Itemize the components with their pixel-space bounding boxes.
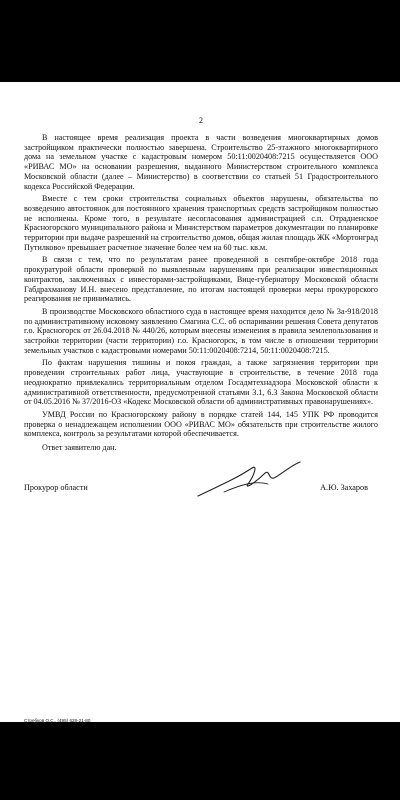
signer-title: Прокурор области (24, 482, 88, 492)
handwritten-signature (194, 458, 304, 504)
paragraph-4: В производстве Московского областного суда в настоящее время находится дело № 3а-918/2018 по административному исковому заявлению Смагина С.С. об оспаривании решения Совета депутатов г.о. Красногорск от 26.04.2018 № 440/26, которым внесены изменения в правила землепользования и застройки территории (части территории) г.о. Красногорск, в том числе в отношении территории земельных участков с кадастровыми номерами 50:11:0020408:7214, 50:11:0020408:7215. (24, 306, 378, 355)
closing-line: Ответ заявителю дан. (42, 443, 117, 453)
paragraph-5: По фактам нарушения тишины и покоя граждан, а также загрязнения территории при проведении строительных работ лица, участвующие в строительстве, в течение 2018 года неоднократно привлекались территориальным отделом Госадмтехнадзора Московской области к административной ответственности, предусмотренной статьями 3.1, 6.3 Закона Московской области от 04.05.2016 № 37/2016-ОЗ «Кодекс Московской области об административных правонарушениях». (24, 358, 378, 407)
signer-name: А.Ю. Захаров (320, 482, 368, 492)
document-page (0, 82, 400, 722)
bottom-black-bar (0, 722, 400, 800)
paragraph-1: В настоящее время реализация проекта в части возведения многоквартирных домов застройщиком практически полностью завершена. Строительство 25-этажного многоквартирного дома на земельном участке с кадастровым номером 50:11:0020408:7215 осуществляется ООО «РИВАС МО» на основании разрешения, выданного Министерством строительного комплекса Московской области (далее – Министерство) в соответствии со статьей 51 Градостроительного кодекса Российской Федерации. (24, 133, 378, 191)
paragraph-6: УМВД России по Красногорскому району в порядке статей 144, 145 УПК РФ проводится проверка о ненадлежащем исполнении ООО «РИВАС МО» обязательств при строительстве жилого комплекса, контроль за результатами которой обеспечивается. (24, 409, 378, 439)
paragraph-2: Вместе с тем сроки строительства социальных объектов нарушены, обязательства по возведению автостоянок для постоянного хранения транспортных средств застройщиком полностью не исполнены. Кроме того, в результате несогласования администрацией с.п. Отрадненское Красногорского муниципального района и Министерством параметров документации по планировке территории при выдаче разрешений на строительство домов, общая жилая площадь ЖК «Мортонград Путилково» превышает расчетное значение более чем на 60 тыс. кв.м. (24, 194, 378, 252)
paragraph-3: В связи с тем, что по результатам ранее проведенной в сентябре-октябре 2018 года прокуратурой области проверкой по выявленным нарушениям при реализации инвестиционных контрактов, заключенных с инвесторами-застройщиками, Вице-губернатору Московской области Габдрахманову И.Н. внесено представление, по итогам настоящей проверки меры прокурорского реагирования не принимались. (24, 255, 378, 304)
top-black-bar (0, 0, 400, 82)
signature-block (24, 472, 378, 502)
footer-contact: Стребков О.С., (495) 628-21-80 (24, 718, 91, 722)
page-number: 2 (199, 116, 203, 125)
